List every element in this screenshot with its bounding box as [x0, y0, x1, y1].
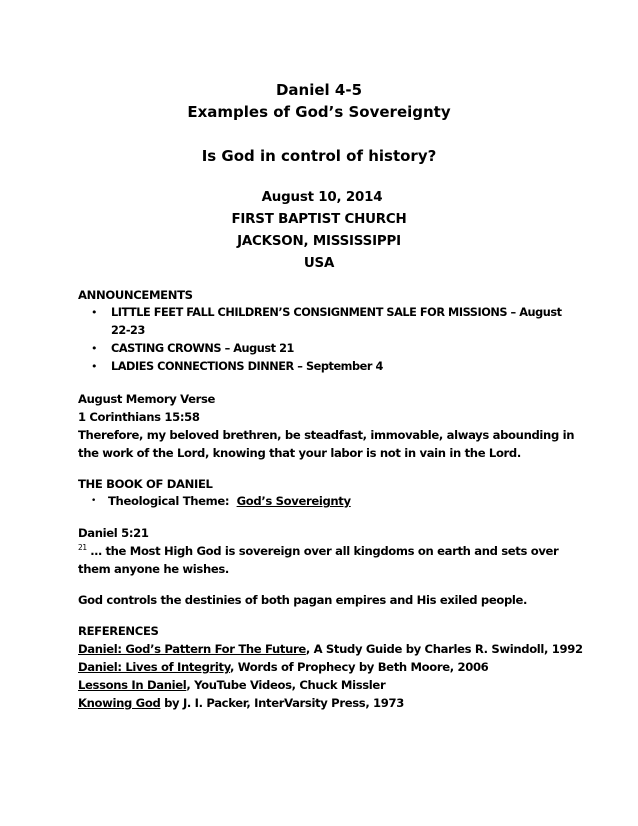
bullet-icon: •	[91, 496, 97, 506]
verse-text-line: … the Most High God is sovereign over all kingdoms on earth and sets over	[90, 544, 559, 558]
announcement-item: CASTING CROWNS – August 21	[111, 342, 294, 355]
reference-details: , Words of Prophecy by Beth Moore, 2006	[230, 660, 489, 674]
verse-number: 21	[78, 543, 87, 552]
church-name: FIRST BAPTIST CHURCH	[231, 212, 407, 227]
reference-title: Daniel: Lives of Integrity	[78, 660, 231, 674]
title-question: Is God in control of history?	[201, 147, 437, 165]
bullet-icon: •	[91, 342, 98, 355]
title-line-2: Examples of God’s Sovereignty	[187, 103, 451, 121]
theme-label: Theological Theme:	[108, 494, 230, 508]
verse-reference: Daniel 5:21	[78, 526, 149, 540]
reference-details: , YouTube Videos, Chuck Missler	[186, 678, 386, 692]
reference-title: Knowing God	[78, 696, 161, 710]
title-line-1: Daniel 4-5	[275, 81, 363, 99]
announcements-heading: ANNOUNCEMENTS	[78, 288, 193, 302]
reference-title: Daniel: God’s Pattern For The Future	[78, 642, 306, 656]
service-date: August 10, 2014	[261, 190, 383, 205]
reference-item	[78, 678, 385, 692]
church-country: USA	[303, 256, 335, 271]
book-heading: THE BOOK OF DANIEL	[78, 477, 213, 491]
memory-verse-text: the work of the Lord, knowing that your labor is not in vain in the Lord.	[78, 446, 521, 460]
verse-text: them anyone he wishes.	[78, 562, 229, 576]
theme-value: God’s Sovereignty	[236, 494, 351, 508]
reference-title: Lessons In Daniel	[78, 678, 187, 692]
reference-item	[78, 642, 583, 656]
church-city: JACKSON, MISSISSIPPI	[237, 234, 401, 249]
reference-details: by J. I. Packer, InterVarsity Press, 1973	[160, 696, 404, 710]
summary-statement: God controls the destinies of both pagan empires and His exiled people.	[78, 593, 528, 607]
memory-verse-reference: 1 Corinthians 15:58	[78, 410, 200, 424]
announcement-item: LITTLE FEET FALL CHILDREN’S CONSIGNMENT SALE FOR MISSIONS – August	[111, 306, 562, 319]
bullet-icon: •	[91, 360, 98, 373]
bullet-icon: •	[91, 306, 98, 319]
verse-text	[78, 544, 558, 558]
reference-details: , A Study Guide by Charles R. Swindoll, 1992	[305, 642, 583, 656]
announcement-item: LADIES CONNECTIONS DINNER – September 4	[111, 360, 383, 373]
references-heading: REFERENCES	[78, 624, 159, 638]
reference-item	[78, 660, 488, 674]
memory-verse-text: Therefore, my beloved brethren, be steadfast, immovable, always abounding in	[78, 428, 575, 442]
announcement-item-continued: 22-23	[111, 324, 145, 337]
theme-line	[108, 494, 351, 508]
reference-item	[78, 696, 404, 710]
memory-verse-heading: August Memory Verse	[78, 392, 216, 406]
